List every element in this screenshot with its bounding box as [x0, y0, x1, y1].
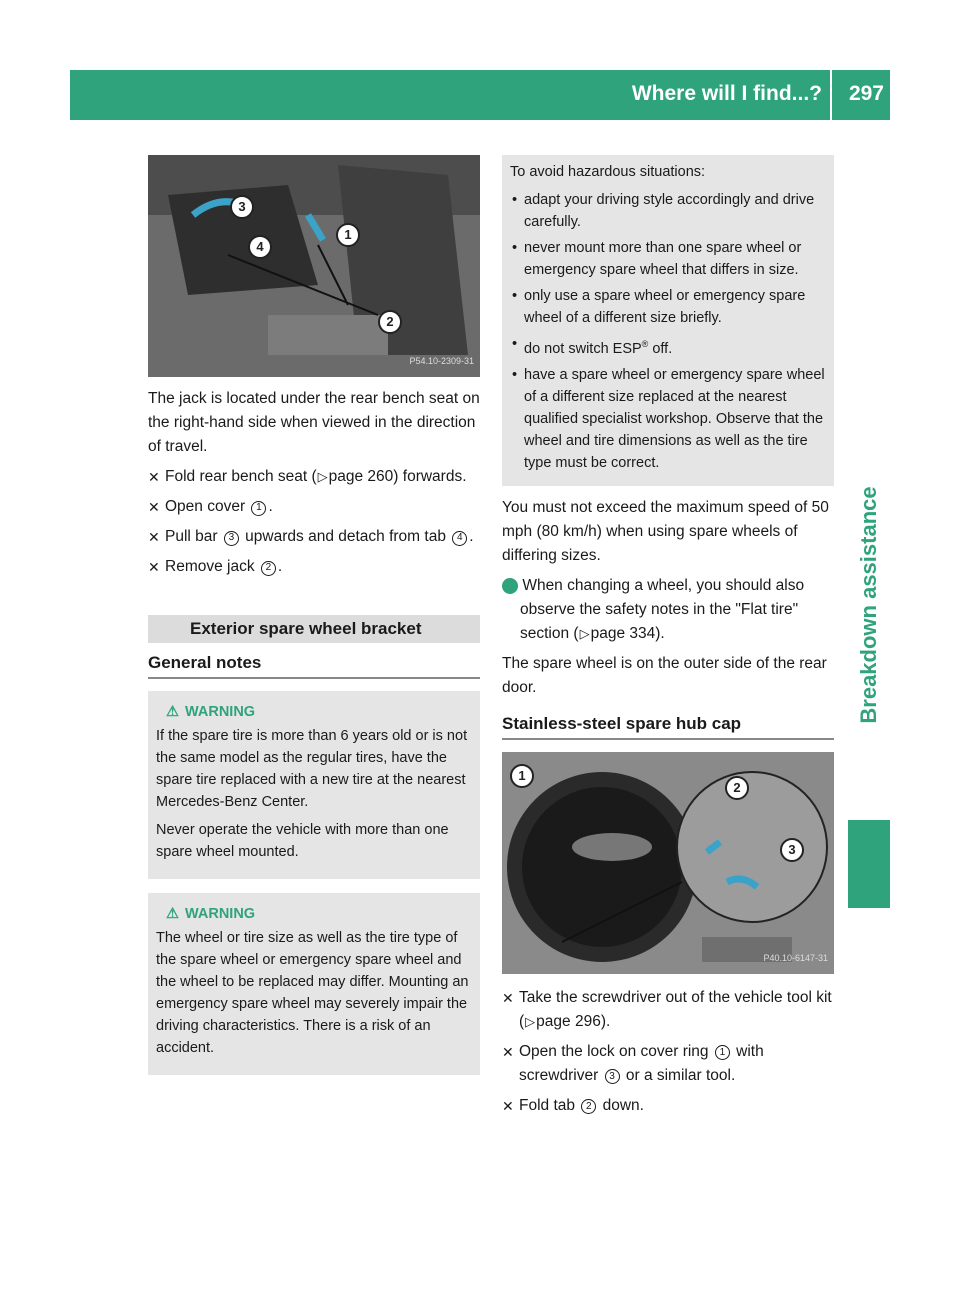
- figure-code: P54.10-2309-31: [409, 356, 474, 366]
- callout-3: 3: [230, 195, 254, 219]
- page-number: 297: [848, 82, 884, 105]
- page-ref-link[interactable]: page 334: [590, 624, 656, 642]
- hazard-list: [510, 189, 828, 474]
- list-item: • do not switch ESP® off.: [510, 333, 828, 360]
- step-take-screwdriver: ✕ Take the screwdriver out of the vehicle tool kit (▷page 296).: [502, 986, 834, 1034]
- info-icon: i: [502, 578, 518, 594]
- right-column: [492, 155, 834, 1124]
- general-notes-heading: General notes: [148, 651, 480, 679]
- step-arrow-icon: ✕: [148, 529, 160, 545]
- section-tab-marker: [848, 820, 890, 908]
- hub-cap-figure: [502, 752, 834, 974]
- page-ref-link[interactable]: page 296: [536, 1012, 601, 1030]
- step-arrow-icon: ✕: [502, 1097, 514, 1114]
- callout-4: 4: [248, 235, 272, 259]
- step-arrow-icon: ✕: [148, 499, 160, 515]
- warning-label: WARNING: [185, 906, 256, 922]
- section-tab: [848, 440, 890, 770]
- page-ref-arrow-icon: ▷: [579, 625, 590, 641]
- warning-label: WARNING: [185, 704, 256, 720]
- header-title: Where will I find...?: [631, 82, 822, 105]
- page-header: [70, 70, 890, 120]
- step-pull-bar: ✕ Pull bar 3 upwards and detach from tab 4 .: [148, 525, 480, 549]
- step-arrow-icon: ✕: [502, 1043, 514, 1060]
- step-arrow-icon: ✕: [502, 989, 514, 1006]
- callout-ref: 2: [581, 1099, 596, 1114]
- callout-2: 2: [725, 776, 749, 800]
- page-ref-arrow-icon: ▷: [525, 1013, 536, 1029]
- section-title: Exterior spare wheel bracket: [148, 615, 480, 643]
- callout-ref: 3: [605, 1069, 620, 1084]
- callout-ref: 3: [224, 531, 239, 546]
- callout-ref: 1: [251, 501, 266, 516]
- warning-triangle-icon: ⚠: [166, 906, 179, 922]
- warning-text: If the spare tire is more than 6 years old or is not the same model as the regular tires, have the spare tire replaced with a new tire at the nearest Mercedes-Benz Center.: [156, 728, 468, 810]
- left-column: [148, 155, 480, 1075]
- section-tab-label: Breakdown assistance: [856, 486, 881, 724]
- header-divider: [830, 70, 832, 120]
- callout-ref: 2: [261, 561, 276, 576]
- callout-1: 1: [510, 764, 534, 788]
- callout-3: 3: [780, 838, 804, 862]
- warning-text: The wheel or tire size as well as the tire type of the spare wheel or emergency spare wheel and the wheel to be replaced may differ. Mounting an emergency spare wheel may severely impair the driving characteristics. There is a risk of an accident.: [156, 930, 469, 1056]
- page-ref-link[interactable]: page 260: [328, 468, 394, 485]
- warning-box-1: [148, 691, 480, 879]
- list-item: • never mount more than one spare wheel or emergency spare wheel that differs in size.: [510, 237, 828, 281]
- warning-text: Never operate the vehicle with more than one spare wheel mounted.: [156, 822, 449, 860]
- list-item: • only use a spare wheel or emergency spare wheel of a different size briefly.: [510, 285, 828, 329]
- figure-code: P40.10-6147-31: [763, 952, 828, 963]
- step-open-cover: ✕ Open cover 1 .: [148, 495, 480, 519]
- hazard-intro: To avoid hazardous situations:: [510, 164, 706, 180]
- callout-ref: 1: [715, 1045, 730, 1060]
- hazard-box: [502, 155, 834, 486]
- step-arrow-icon: ✕: [148, 469, 160, 485]
- jack-intro-text: The jack is located under the rear bench seat on the right-hand side when viewed in the direction of travel.: [148, 390, 480, 455]
- list-item: • have a spare wheel or emergency spare wheel of a different size replaced at the nearest qualified specialist workshop. Observe that the wheel and tire dimensions as well as the tire type must be correct.: [510, 364, 828, 474]
- step-open-lock: ✕ Open the lock on cover ring 1 with screwdriver 3 or a similar tool.: [502, 1040, 834, 1088]
- step-remove-jack: ✕ Remove jack 2 .: [148, 555, 480, 579]
- step-fold-tab: ✕ Fold tab 2 down.: [502, 1094, 834, 1118]
- page-ref-arrow-icon: ▷: [317, 469, 328, 484]
- speed-limit-text: You must not exceed the maximum speed of 50 mph (80 km/h) when using spare wheels of differing sizes.: [502, 498, 829, 564]
- hub-cap-illustration: [502, 752, 834, 974]
- spare-wheel-location-text: The spare wheel is on the outer side of the rear door.: [502, 654, 827, 696]
- info-note: i When changing a wheel, you should also observe the safety notes in the "Flat tire" section (▷page 334).: [492, 576, 805, 642]
- list-item: • adapt your driving style accordingly and drive carefully.: [510, 189, 828, 233]
- step-arrow-icon: ✕: [148, 559, 160, 575]
- callout-ref: 4: [452, 531, 467, 546]
- warning-box-2: [148, 893, 480, 1075]
- callout-2: 2: [378, 310, 402, 334]
- step-fold-seat: ✕ Fold rear bench seat (▷page 260) forwards.: [148, 465, 480, 489]
- callout-1: 1: [336, 223, 360, 247]
- warning-triangle-icon: ⚠: [166, 704, 179, 720]
- jack-illustration: [148, 155, 480, 377]
- hub-cap-heading: Stainless-steel spare hub cap: [502, 712, 834, 740]
- jack-location-figure: [148, 155, 480, 377]
